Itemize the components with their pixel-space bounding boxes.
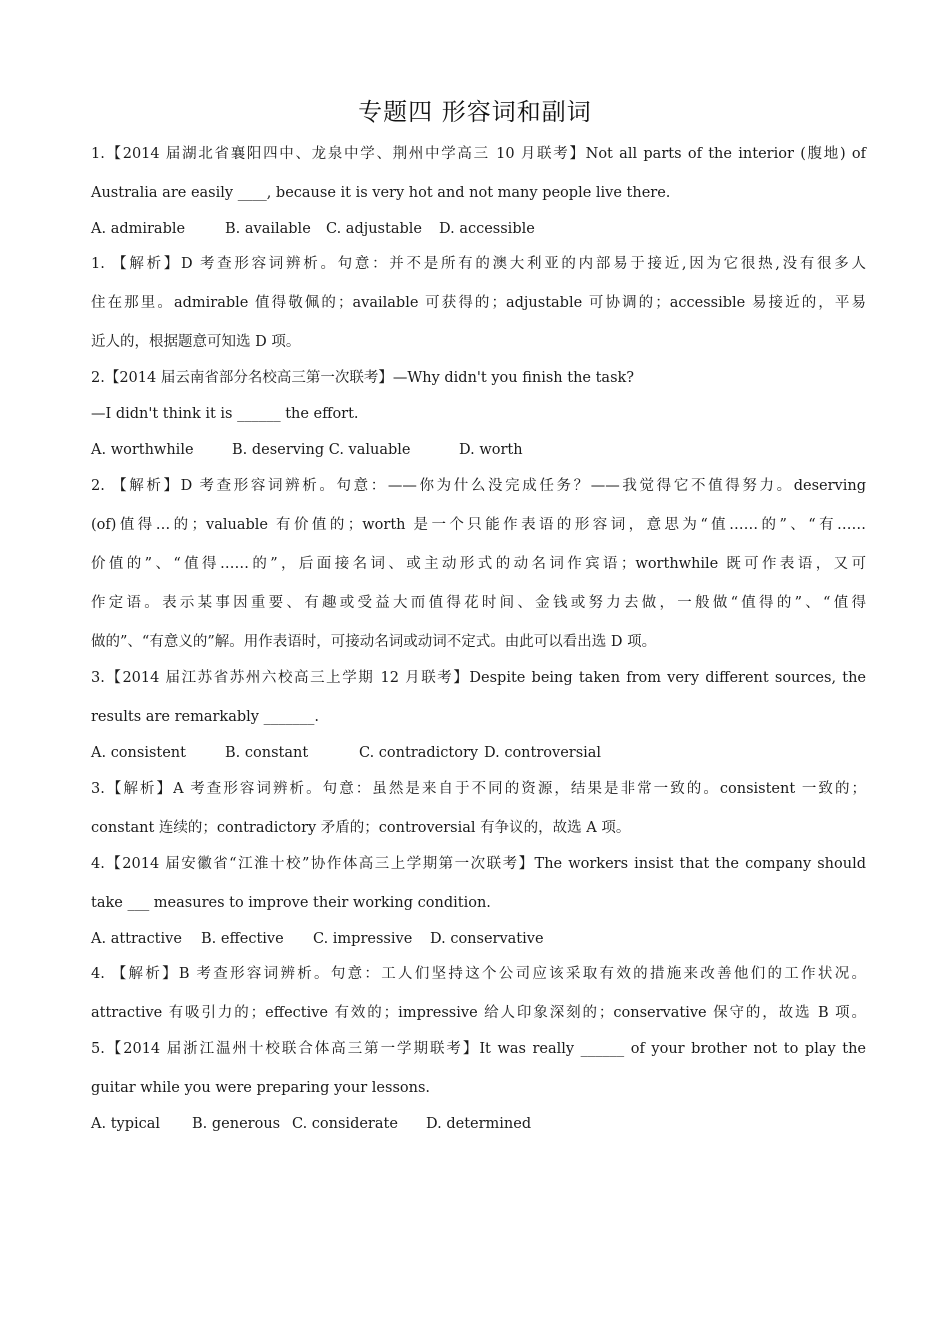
- answer-4-line-1: 4. 【解析】B 考查形容词辨析。句意：工人们坚持这个公司应该采取有效的措施来改善他们的工作状况。: [91, 966, 866, 982]
- question-5-line-1: 5.【2014 届浙江温州十校联合体高三第一学期联考】It was really ______ of your brother not to play the: [91, 1041, 866, 1057]
- question-4-line-1: 4.【2014 届安徽省“江淮十校”协作体高三上学期第一次联考】The workers insist that the company should: [91, 856, 866, 872]
- question-5-option-d: D. determined: [426, 1116, 532, 1132]
- answer-2-line-1: 2. 【解析】D 考查形容词辨析。句意：——你为什么没完成任务？——我觉得它不值得努力。deserving: [91, 478, 866, 494]
- question-3-line-2: results are remarkably _______.: [91, 709, 319, 725]
- question-2-line-2: —I didn't think it is ______ the effort.: [91, 406, 359, 422]
- question-1-option-d: D. accessible: [439, 221, 535, 237]
- question-3-line-1: 3.【2014 届江苏省苏州六校高三上学期 12 月联考】Despite being taken from very different sources, the: [91, 670, 866, 686]
- question-4-option-c: C. impressive: [313, 931, 413, 947]
- question-2-option-b-c: B. deserving C. valuable: [232, 442, 411, 458]
- answer-1-line-2: 住在那里。admirable 值得敬佩的；available 可获得的；adjustable 可协调的；accessible 易接近的，平易: [91, 295, 866, 311]
- question-4-option-d: D. conservative: [430, 931, 544, 947]
- question-2-option-a: A. worthwhile: [91, 442, 194, 458]
- question-4-option-a: A. attractive: [91, 931, 182, 947]
- question-4-line-2: take ___ measures to improve their working condition.: [91, 895, 491, 911]
- question-1-option-b: B. available: [225, 221, 311, 237]
- question-2-line-1: 2.【2014 届云南省部分名校高三第一次联考】—Why didn't you finish the task?: [91, 370, 635, 386]
- question-5-option-a: A. typical: [91, 1116, 161, 1132]
- answer-2-line-3: 价值的”、“值得……的”，后面接名词、或主动形式的动名词作宾语；worthwhile 既可作表语，又可: [91, 556, 866, 572]
- question-3-option-b: B. constant: [225, 745, 309, 761]
- answer-4-line-2: attractive 有吸引力的；effective 有效的；impressive 给人印象深刻的；conservative 保守的，故选 B 项。: [91, 1005, 866, 1021]
- question-1-line-2: Australia are easily ____, because it is very hot and not many people live there.: [91, 185, 671, 201]
- question-4-option-b: B. effective: [201, 931, 284, 947]
- answer-1-line-3: 近人的，根据题意可知选 D 项。: [91, 334, 301, 350]
- answer-3-line-1: 3.【解析】A 考查形容词辨析。句意：虽然是来自于不同的资源，结果是非常一致的。consistent 一致的；: [91, 781, 866, 797]
- answer-2-line-5: 做的”、“有意义的”解。用作表语时，可接动名词或动词不定式。由此可以看出选 D 项。: [91, 634, 657, 650]
- question-3-option-d: D. controversial: [484, 745, 602, 761]
- answer-2-line-2: (of)值得…的；valuable 有价值的；worth 是一个只能作表语的形容词，意思为“值……的”、“有……: [91, 517, 866, 533]
- answer-2-line-4: 作定语。表示某事因重要、有趣或受益大而值得花时间、金钱或努力去做，一般做“值得的”、“值得: [91, 595, 866, 611]
- question-5-line-2: guitar while you were preparing your lessons.: [91, 1080, 431, 1096]
- question-3-option-a: A. consistent: [91, 745, 186, 761]
- answer-1-line-1: 1. 【解析】D 考查形容词辨析。句意：并不是所有的澳大利亚的内部易于接近,因为它很热,没有很多人: [91, 256, 866, 272]
- question-1-option-c: C. adjustable: [326, 221, 422, 237]
- question-2-option-d: D. worth: [459, 442, 523, 458]
- page-title: 专题四 形容词和副词: [358, 98, 592, 126]
- question-1-line-1: 1.【2014 届湖北省襄阳四中、龙泉中学、荆州中学高三 10 月联考】Not all parts of the interior (腹地) of: [91, 146, 866, 162]
- question-1-option-a: A. admirable: [91, 221, 186, 237]
- question-5-option-c: C. considerate: [292, 1116, 398, 1132]
- answer-3-line-2: constant 连续的；contradictory 矛盾的；controversial 有争议的，故选 A 项。: [91, 820, 631, 836]
- question-3-option-c: C. contradictory: [359, 745, 479, 761]
- question-5-option-b: B. generous: [192, 1116, 281, 1132]
